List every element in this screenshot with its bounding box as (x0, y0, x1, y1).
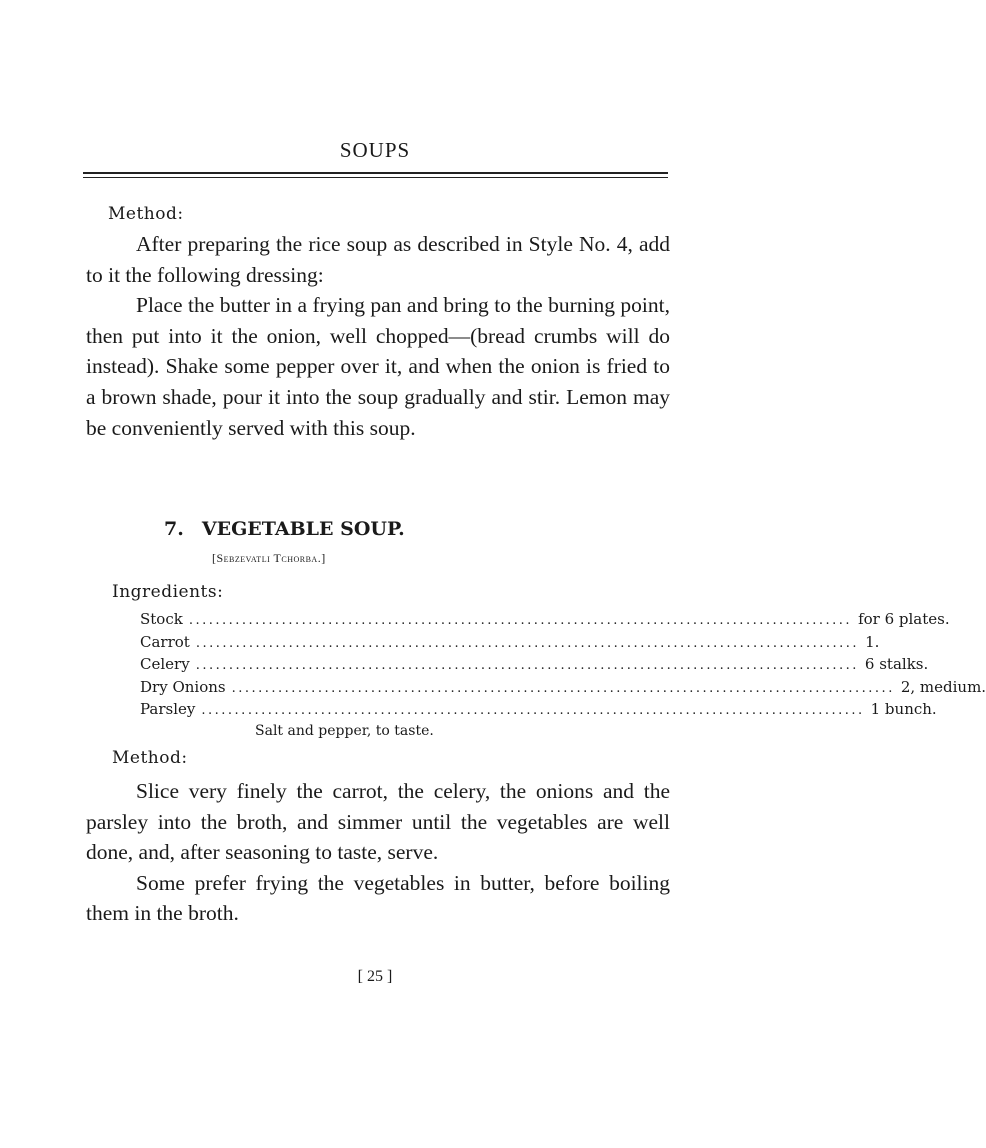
header-rule (83, 172, 668, 174)
ingredient-qty: for 6 plates. (858, 610, 950, 628)
ingredient-name: Carrot (140, 632, 190, 651)
paragraph: After preparing the rice soup as described in Style No. 4, add to it the following dressing: (86, 232, 670, 287)
leader-dots: .................................................................................................... (195, 658, 859, 673)
ingredient-row (140, 655, 929, 678)
ingredient-row (140, 700, 937, 723)
ingredient-name: Celery (140, 655, 190, 673)
method-text-1 (86, 229, 670, 443)
leader-dots: .................................................................................................... (201, 703, 865, 718)
ingredient-qty: 6 stalks. (864, 655, 929, 673)
leader-dots: .................................................................................................... (231, 680, 895, 696)
leader-dots: .................................................................................................... (195, 635, 860, 651)
recipe-name: VEGETABLE SOUP. (201, 518, 405, 540)
running-header: SOUPS (339, 138, 411, 162)
seasoning-note: Salt and pepper, to taste. (255, 723, 434, 739)
ingredient-name: Dry Onions (140, 677, 226, 696)
paragraph: Place the butter in a frying pan and bring to the burning point, then put into it the onion, well chopped—(bread crumbs will do instead). Shake some pepper over it, and when the onion is fried to a brown shade, pour it into the soup gradually and stir. Lemon may be conveniently served with this soup. (86, 293, 670, 440)
leader-dots: .................................................................................................... (188, 613, 853, 628)
ingredients-list (140, 610, 986, 723)
ingredient-qty: 1 bunch. (870, 700, 937, 718)
recipe-title (164, 518, 405, 540)
ingredient-qty: 2, medium. (900, 677, 986, 696)
ingredients-label: Ingredients: (112, 582, 224, 602)
recipe-number: 7. (164, 518, 184, 540)
method-text-2 (86, 776, 670, 929)
ingredient-row (140, 610, 950, 633)
method-label: Method: (112, 748, 188, 768)
ingredient-row (140, 677, 986, 701)
paragraph: Some prefer frying the vegetables in butter, before boiling them in the broth. (86, 870, 670, 926)
recipe-subtitle: [Sebzevatli Tchorba.] (212, 551, 326, 565)
ingredient-row (140, 632, 880, 656)
ingredient-name: Stock (140, 610, 183, 628)
page-number: [ 25 ] (357, 968, 393, 985)
header-rule-thin (83, 177, 668, 178)
ingredient-name: Parsley (140, 700, 196, 718)
paragraph: Slice very finely the carrot, the celery, the onions and the parsley into the broth, and simmer until the vegetables are well done, and, after seasoning to taste, serve. (86, 779, 670, 865)
method-label: Method: (108, 204, 184, 224)
ingredient-qty: 1. (865, 632, 880, 651)
